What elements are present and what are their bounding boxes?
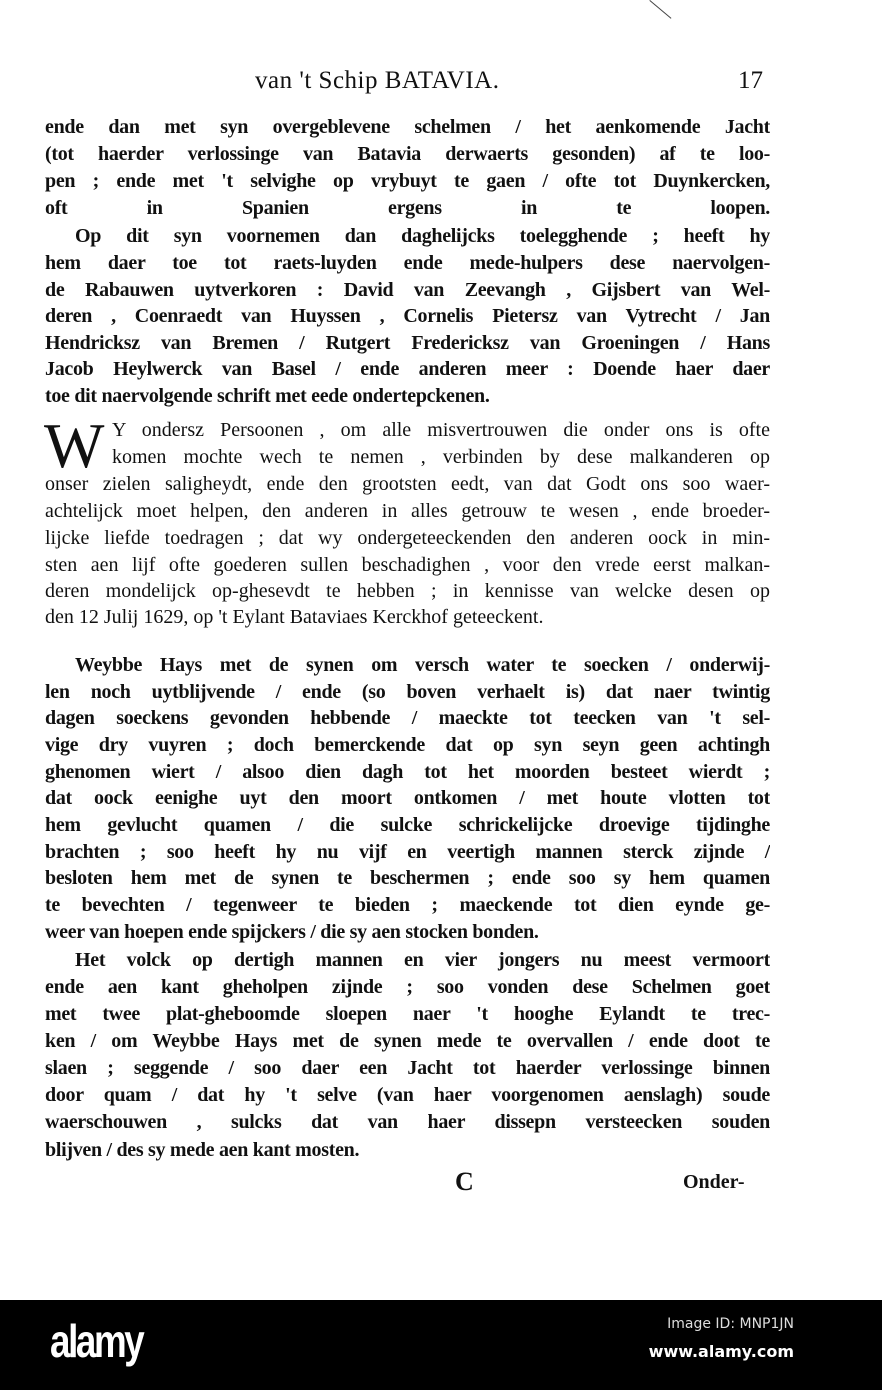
text-line: Jacob Heylwerck van Basel / ende anderen meer : Doende haer daer <box>45 358 770 380</box>
text-line: hem daer toe tot raets-luyden ende mede-hulpers dese naervolgen- <box>45 252 770 274</box>
text-line: vige dry vuyren ; doch bemerckende dat op syn seyn geen achtingh <box>45 734 770 756</box>
page-number: 17 <box>738 67 763 94</box>
text-line: onser zielen saligheydt, ende den grootsten eedt, van dat Godt ons soo waer- <box>45 473 770 495</box>
text-line: dagen soeckens gevonden hebbende / maeckte tot teecken van 't sel- <box>45 707 770 729</box>
text-line: sten aen lijf ofte goederen sullen beschadighen , voor den vrede eerst malkan- <box>45 554 770 576</box>
text-line: pen ; ende met 't selvighe op vrybuyt te gaen / ofte tot Duynkercken, <box>45 170 770 192</box>
text-line: ken / om Weybbe Hays met de synen mede te overvallen / ende doot te <box>45 1030 770 1052</box>
text-line: hem gevlucht quamen / die sulcke schrickelijcke droevige tijdinghe <box>45 814 770 836</box>
text-line: toe dit naervolgende schrift met eede ondertepckenen. <box>45 385 490 407</box>
catchword: Onder- <box>683 1171 745 1193</box>
image-id: Image ID: MNP1JN <box>667 1316 794 1332</box>
text-line: waerschouwen , sulcks dat van haer dissepn versteecken souden <box>45 1111 770 1133</box>
text-line: met twee plat-gheboomde sloepen naer 't hooghe Eylandt te trec- <box>45 1003 770 1025</box>
text-line: Op dit syn voornemen dan daghelijcks toelegghende ; heeft hy <box>75 225 770 247</box>
drop-cap: W <box>44 410 105 481</box>
text-line: deren , Coenraedt van Huyssen , Cornelis Pietersz van Vytrecht / Jan <box>45 305 770 327</box>
watermark-bar <box>0 1300 882 1390</box>
text-line: komen mochte wech te nemen , verbinden by dese malkanderen op <box>112 446 770 468</box>
text-line: ghenomen wiert / alsoo dien dagh tot het moorden besteet wierdt ; <box>45 761 770 783</box>
text-line: Het volck op dertigh mannen en vier jongers nu meest vermoort <box>75 949 770 971</box>
text-line: ende aen kant gheholpen zijnde ; soo vonden dese Schelmen goet <box>45 976 770 998</box>
text-line: lijcke liefde toedragen ; dat wy ondergeteeckenden den anderen oock in min- <box>45 527 770 549</box>
text-line: slaen ; seggende / soo daer een Jacht tot haerder verlossinge binnen <box>45 1057 770 1079</box>
text-line: Y ondersz Persoonen , om alle misvertrouwen die onder ons is ofte <box>112 419 770 441</box>
text-line: weer van hoepen ende spijckers / die sy aen stocken bonden. <box>45 921 539 943</box>
text-line: door quam / dat hy 't selve (van haer voorgenomen aenslagh) soude <box>45 1084 770 1106</box>
running-head: van 't Schip BATAVIA. <box>255 67 500 94</box>
text-line: Hendricksz van Bremen / Rutgert Fredericksz van Groeningen / Hans <box>45 332 770 354</box>
text-line: te bevechten / tegenweer te bieden ; maeckende tot dien eynde ge- <box>45 894 770 916</box>
text-line: (tot haerder verlossinge van Batavia derwaerts gesonden) af te loo- <box>45 143 770 165</box>
text-line: achtelijck moet helpen, den anderen in alles getrouw te wesen , ende broeder- <box>45 500 770 522</box>
text-line: blijven / des sy mede aen kant mosten. <box>45 1139 360 1161</box>
text-line: den 12 Julij 1629, op 't Eylant Bataviaes Kerckhof geteeckent. <box>45 606 544 628</box>
text-line: besloten hem met de synen te beschermen ; ende soo sy hem quamen <box>45 867 770 889</box>
text-line: oft in Spanien ergens in te loopen. <box>45 197 770 219</box>
text-line: ende dan met syn overgeblevene schelmen / het aenkomende Jacht <box>45 116 770 138</box>
scan-mark <box>649 0 671 19</box>
text-line: dat oock eenighe uyt den moort ontkomen / met houte vlotten tot <box>45 787 770 809</box>
signature-mark: C <box>455 1167 474 1196</box>
text-line: deren mondelijck op-ghesevdt te hebben ; in kennisse van welcke desen op <box>45 580 770 602</box>
text-line: brachten ; soo heeft hy nu vijf en veertigh mannen sterck zijnde / <box>45 841 770 863</box>
text-line: len noch uytblijvende / ende (so boven verhaelt is) dat naer twintig <box>45 681 770 703</box>
text-line: Weybbe Hays met de synen om versch water te soecken / onderwij- <box>75 654 770 676</box>
alamy-logo: alamy <box>50 1315 143 1367</box>
text-line: de Rabauwen uytverkoren : David van Zeevangh , Gijsbert van Wel- <box>45 279 770 301</box>
watermark-url: www.alamy.com <box>648 1342 794 1361</box>
